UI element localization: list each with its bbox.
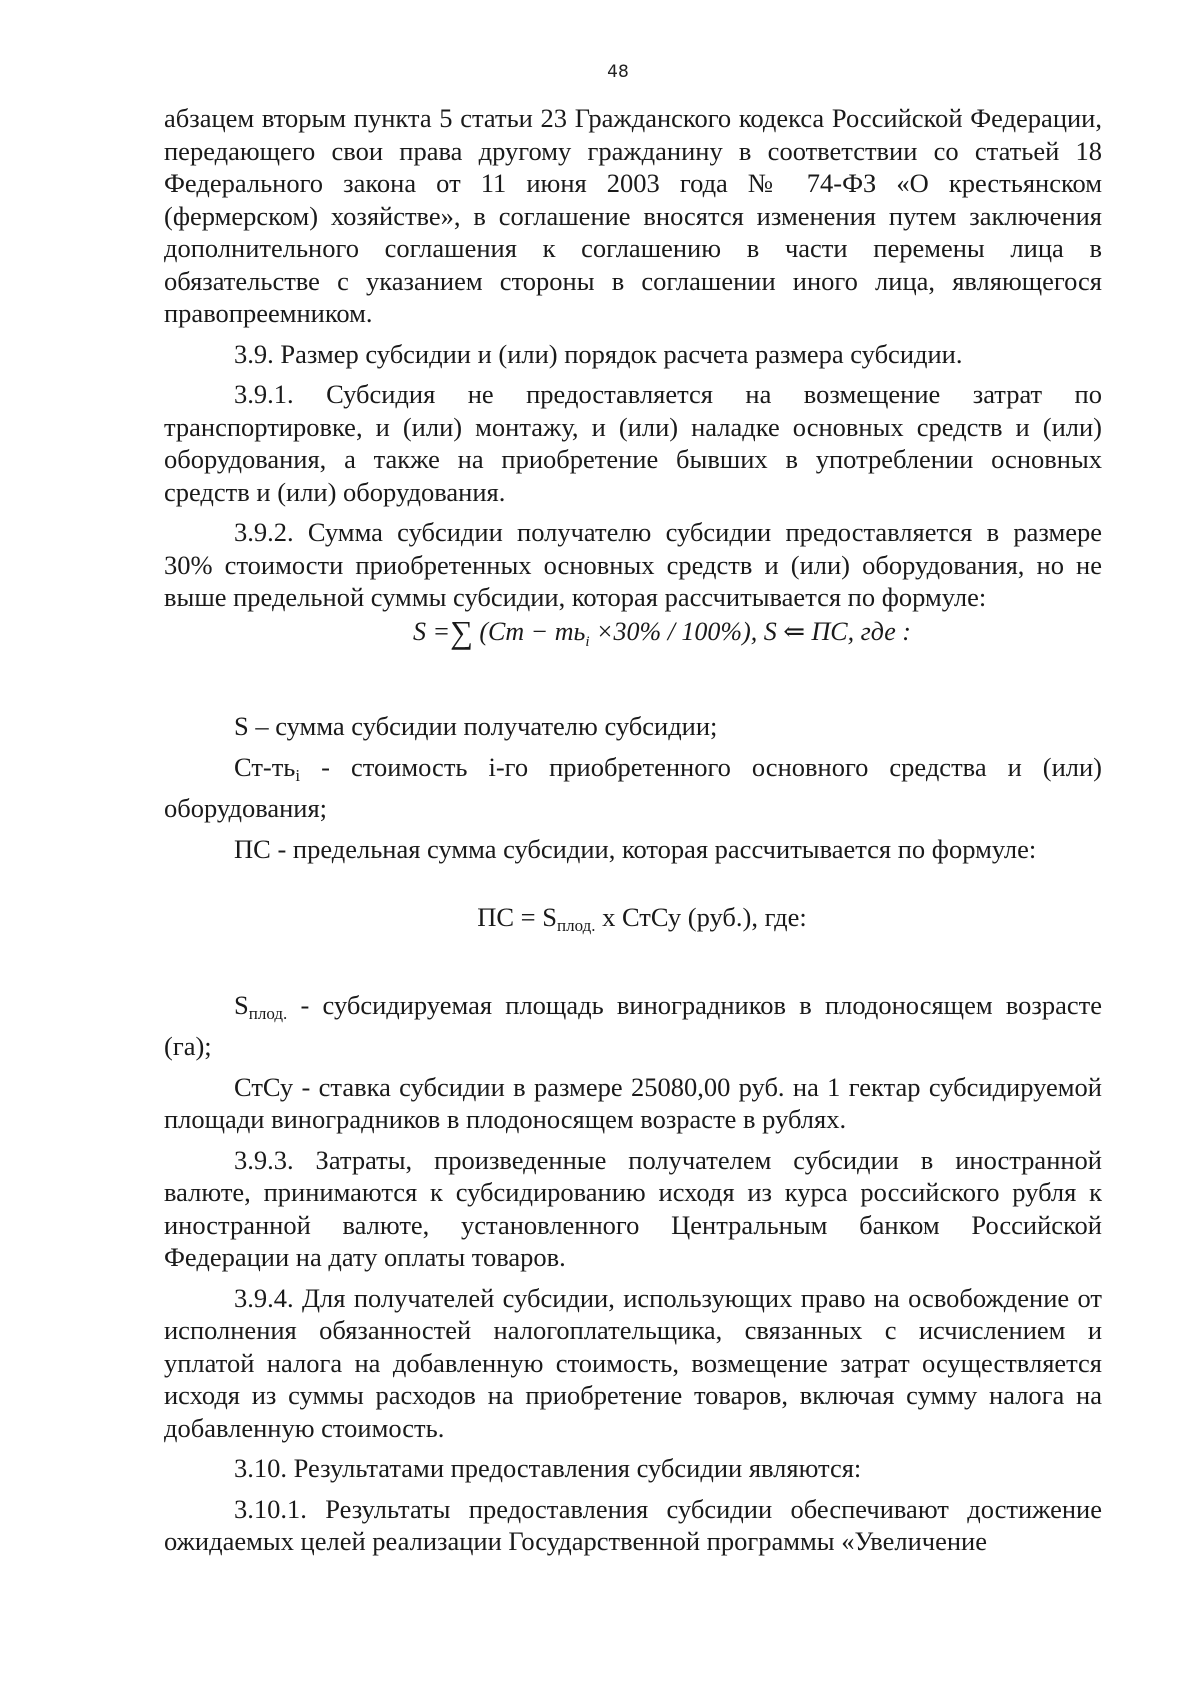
paragraph-3-9-3: 3.9.3. Затраты, произведенные получателем субсидии в иностранной валюте, принимаются к субсидированию исходя из курса российского рубля к иностранной валюте, установленного Центральным банком Российской Федерации на дату оплаты товаров.	[164, 1144, 1102, 1272]
formula-ps-start: ПС = S	[477, 902, 557, 932]
definition-cost	[164, 751, 1102, 825]
sum-symbol: ∑	[450, 613, 473, 650]
paragraph-3-9: 3.9. Размер субсидии и (или) порядок расчета размера субсидии.	[234, 338, 963, 369]
paragraph-3-9-4: 3.9.4. Для получателей субсидии, использующих право на освобождение от исполнения обязанностей налогоплательщика, связанных с исчислением и уплатой налога на добавленную стоимость, возмещение затрат осуществляется исходя из суммы расходов на приобретение товаров, включая сумму налога на добавленную стоимость.	[164, 1282, 1102, 1443]
formula-subsidy-sum	[222, 613, 1102, 659]
page-number: 48	[607, 62, 629, 82]
formula-subscript: i	[585, 633, 590, 650]
definition-area	[164, 989, 1102, 1063]
paragraph-continuation: абзацем вторым пункта 5 статьи 23 Гражданского кодекса Российской Федерации, передающего свои права другому гражданину в соответствии со статьей 18 Федерального закона от 11 июня 2003 года № 74-ФЗ «О крестьянском (фермерском) хозяйстве», в соглашение вносятся изменения путем заключения дополнительного соглашения к соглашению в части перемены лица в обязательстве с указанием стороны в соглашении иного лица, являющегося правопреемником.	[164, 103, 1102, 328]
formula-ps-subscript: плод.	[556, 916, 596, 935]
definition-area-text: - субсидируемая площадь виноградников в плодоносящем возрасте (га);	[164, 989, 1102, 1061]
formula-ps	[182, 901, 1102, 943]
definition-s: S – сумма субсидии получателю субсидии;	[234, 711, 718, 741]
document-body	[164, 102, 1102, 1566]
definition-ps: ПС - предельная сумма субсидии, которая рассчитывается по формуле:	[234, 833, 1037, 864]
paragraph-3-9-2: 3.9.2. Сумма субсидии получателю субсидии предоставляется в размере 30% стоимости приобретенных основных средств и (или) оборудования, но не выше предельной суммы субсидии, которая рассчитывается по формуле:	[164, 517, 1102, 612]
definition-area-subscript: плод.	[248, 1003, 288, 1023]
paragraph-3-10-1: 3.10.1. Результаты предоставления субсидии обеспечивают достижение ожидаемых целей реализации Государственной программы «Увеличение	[164, 1493, 1102, 1556]
formula-body-start: (Cm − mь	[472, 616, 586, 646]
formula-ps-end: х СтСу (руб.), где:	[595, 902, 807, 932]
definition-cost-text: - стоимость i-го приобретенного основного средства и (или) оборудования;	[164, 751, 1102, 823]
definition-rate: СтСу - ставка субсидии в размере 25080,00 руб. на 1 гектар субсидируемой площади виноградников в плодоносящем возрасте в рублях.	[164, 1071, 1102, 1134]
paragraph-3-10: 3.10. Результатами предоставления субсидии являются:	[234, 1453, 862, 1483]
definition-cost-term: Ст-ть	[234, 751, 296, 782]
formula-lhs: S =	[413, 616, 451, 646]
definition-area-term: S	[234, 989, 249, 1020]
definition-cost-subscript: i	[295, 765, 301, 785]
paragraph-3-9-1: 3.9.1. Субсидия не предоставляется на возмещение затрат по транспортировке, и (или) монтажу, и (или) наладке основных средств и (или) оборудования, а также на приобретение бывших в употреблении основных средств и (или) оборудования.	[164, 379, 1102, 507]
formula-body-end: ×30% / 100%), S ⇐ ПС, где :	[589, 616, 911, 646]
